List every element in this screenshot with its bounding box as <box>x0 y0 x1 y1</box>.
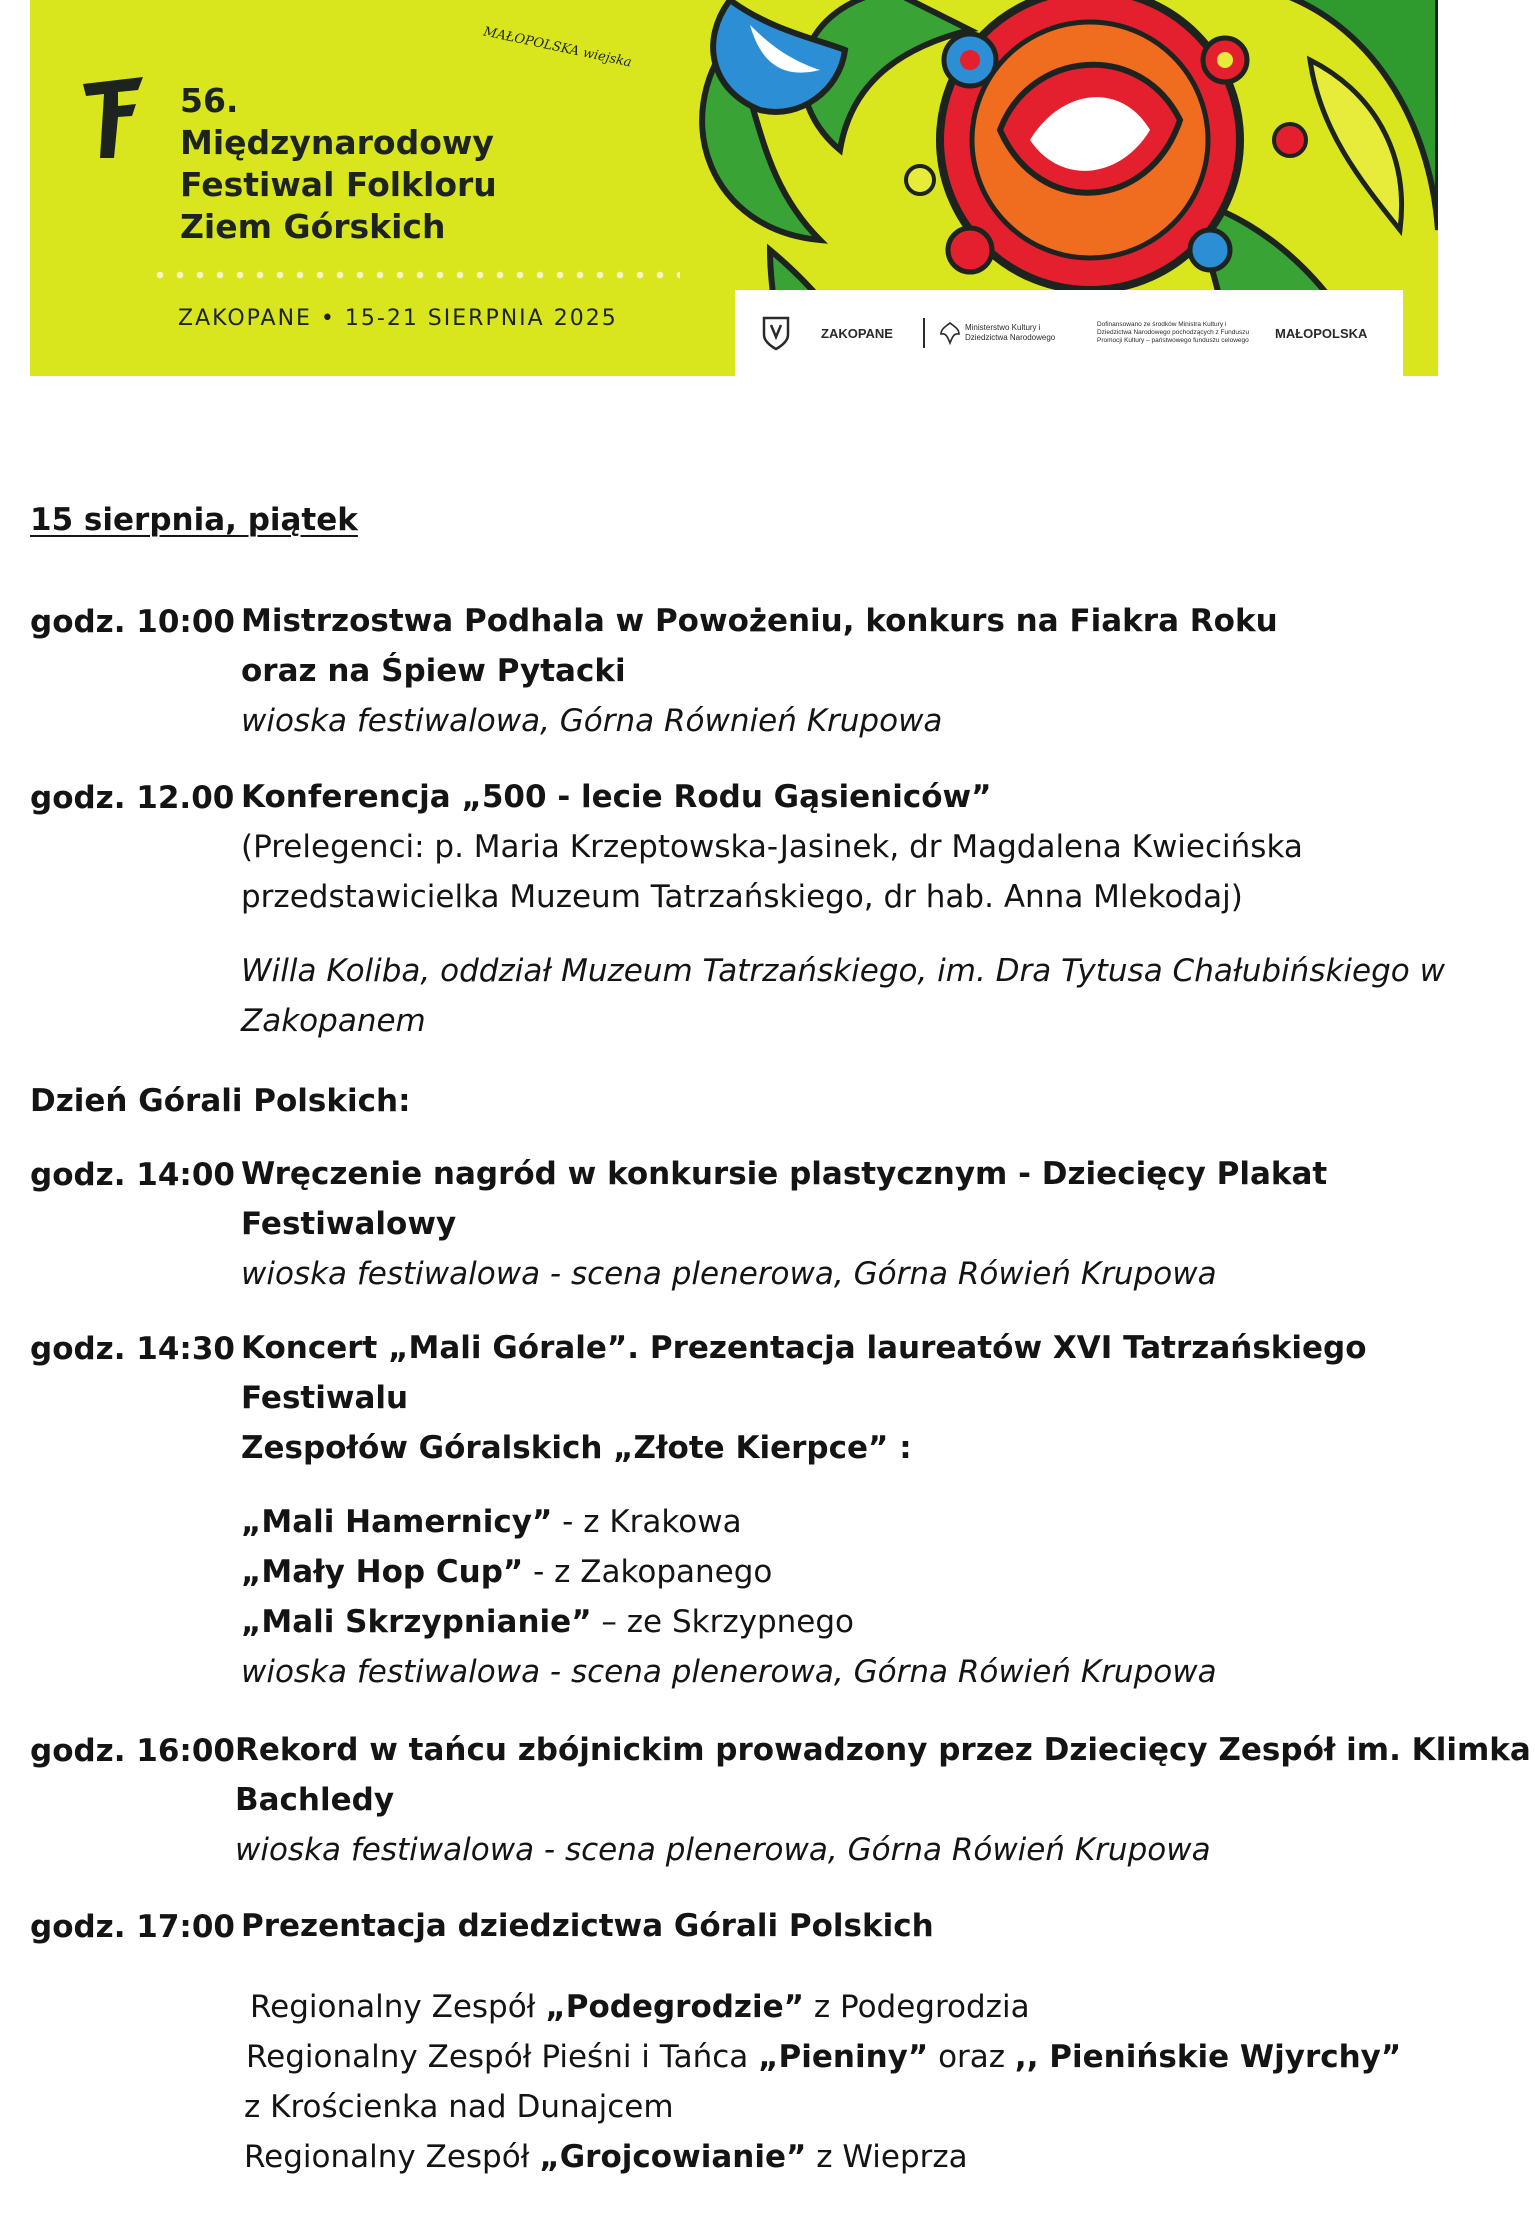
group-item <box>241 1497 1451 1547</box>
event-time: godz. 12.00 <box>30 780 235 816</box>
event-title: Wręczenie nagród w konkursie plastycznym - Dziecięcy Plakat <box>241 1156 1328 1192</box>
group-name: „Mały Hop Cup” <box>241 1554 524 1590</box>
day-heading: 15 sierpnia, piątek <box>30 502 358 538</box>
ensemble-item <box>244 2132 1460 2182</box>
event-details <box>235 1725 1531 1875</box>
section-heading: Dzień Górali Polskich: <box>30 1083 411 1119</box>
event-time: godz. 17:00 <box>30 1909 235 1945</box>
group-name: „Mali Hamernicy” <box>241 1504 553 1540</box>
zakopane-crest-icon <box>761 315 791 351</box>
sponsor-logos-strip <box>735 290 1403 376</box>
event-location: wioska festiwalowa, Górna Równień Krupowa <box>241 703 943 739</box>
title-line: Międzynarodowy <box>180 123 494 162</box>
event-title: Koncert „Mali Górale”. Prezentacja laureatów XVI Tatrzańskiego <box>241 1330 1367 1366</box>
event-title: Prezentacja dziedzictwa Górali Polskich <box>241 1908 934 1944</box>
group-item <box>241 1547 1451 1597</box>
ensemble-name: „Pieniny” <box>758 2039 929 2075</box>
ensemble-conjunction: oraz <box>928 2039 1015 2075</box>
cofinanced-note: Dofinansowano ze środków Ministra Kultury i Dziedzictwa Narodowego pochodzących z Funduszu Promocji Kultury – państwowego funduszu celowego <box>1096 321 1250 344</box>
event-details <box>241 1149 1451 1299</box>
ensemble-origin: z Krościenka nad Dunajcem <box>244 2089 674 2125</box>
event-details <box>241 1323 1451 1697</box>
group-origin: - z Zakopanego <box>523 1554 773 1590</box>
event-location: wioska festiwalowa - scena plenerowa, Górna Rówień Krupowa <box>241 1654 1217 1690</box>
event-time: godz. 16:00 <box>30 1733 235 1769</box>
malopolska-script-mark: MAŁOPOLSKA wiejska <box>482 24 633 71</box>
event-location: wioska festiwalowa - scena plenerowa, Górna Rówień Krupowa <box>241 1256 1217 1292</box>
malopolska-logo: MAŁOPOLSKA <box>1274 325 1368 341</box>
event-title: Mistrzostwa Podhala w Powożeniu, konkurs na Fiakra Roku <box>241 603 1278 639</box>
decorative-dots-divider <box>150 268 680 282</box>
group-origin: – ze Skrzypnego <box>591 1604 855 1640</box>
event-title: Bachledy <box>235 1782 395 1818</box>
event-title: Zespołów Góralskich „Złote Kierpce” : <box>241 1430 912 1466</box>
festival-title <box>180 80 497 248</box>
festival-dates: ZAKOPANE • 15-21 SIERPNIA 2025 <box>178 306 618 331</box>
ensemble-prefix: Regionalny Zespół Pieśni i Tańca <box>246 2039 759 2075</box>
ensemble-prefix: Regionalny Zespół <box>244 2139 540 2175</box>
event-details <box>241 1901 1451 1951</box>
zakopane-logo: ZAKOPANE <box>821 325 893 341</box>
event-title: oraz na Śpiew Pytacki <box>241 653 626 689</box>
event-title: Rekord w tańcu zbójnickim prowadzony przez Dziecięcy Zespół im. Klimka <box>235 1732 1531 1768</box>
event-time: godz. 10:00 <box>30 604 235 640</box>
eagle-emblem-icon <box>939 321 961 345</box>
festival-banner <box>30 0 1438 376</box>
group-name: „Mali Skrzypnianie” <box>241 1604 592 1640</box>
event-details <box>241 596 1451 746</box>
title-line: Festiwal Folkloru <box>180 165 497 204</box>
event-location: Zakopanem <box>241 1003 426 1039</box>
event-title: Konferencja „500 - lecie Rodu Gąsieniców” <box>241 779 992 815</box>
group-item <box>241 1597 1451 1647</box>
festival-logo-icon <box>78 72 148 162</box>
event-location: Willa Koliba, oddział Muzeum Tatrzańskiego, im. Dra Tytusa Chałubińskiego w <box>241 953 1445 989</box>
ministry-logo: Ministerstwo Kultury i Dziedzictwa Narodowego <box>964 323 1056 342</box>
ensemble-item <box>246 2032 1460 2082</box>
ensemble-name: „Grojcowianie” <box>539 2139 807 2175</box>
ensemble-name: „Podegrodzie” <box>545 1989 805 2025</box>
ensemble-origin: z Podegrodzia <box>804 1989 1030 2025</box>
ensemble-item <box>250 1982 1460 2032</box>
ensemble-list <box>244 1982 1460 2182</box>
ensemble-prefix: Regionalny Zespół <box>250 1989 546 2025</box>
event-title: Festiwalowy <box>241 1206 457 1242</box>
group-origin: - z Krakowa <box>552 1504 742 1540</box>
event-time: godz. 14:30 <box>30 1331 235 1367</box>
title-line: 56. <box>180 81 239 120</box>
event-time: godz. 14:00 <box>30 1157 235 1193</box>
ensemble-name: ,, Pienińskie Wjyrchy” <box>1014 2039 1402 2075</box>
event-title: Festiwalu <box>241 1380 409 1416</box>
sponsor-divider <box>923 318 925 348</box>
event-speakers: przedstawicielka Muzeum Tatrzańskiego, dr hab. Anna Mlekodaj) <box>241 879 1243 915</box>
event-location: wioska festiwalowa - scena plenerowa, Górna Rówień Krupowa <box>235 1832 1211 1868</box>
event-speakers: (Prelegenci: p. Maria Krzeptowska-Jasinek, dr Magdalena Kwiecińska <box>241 829 1303 865</box>
title-line: Ziem Górskich <box>180 207 446 246</box>
event-details <box>241 772 1451 1046</box>
ensemble-origin: z Wieprza <box>806 2139 968 2175</box>
